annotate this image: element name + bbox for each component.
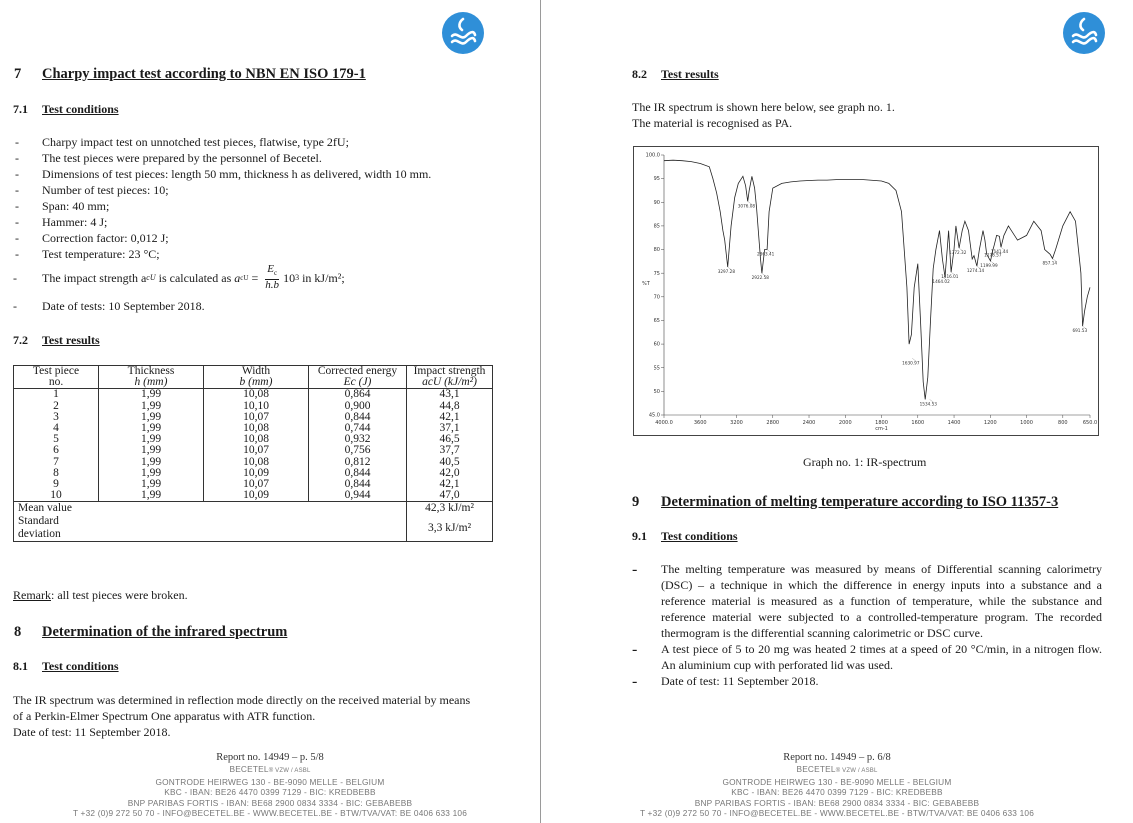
- table-cell: 0,744: [309, 423, 407, 434]
- table-cell: 1,99: [99, 457, 204, 468]
- remark-text: : all test pieces were broken.: [51, 588, 188, 602]
- list-item: - Correction factor: 0,012 J;: [13, 230, 431, 246]
- section-9-heading: [632, 494, 1059, 511]
- table-cell: 40,5: [407, 457, 493, 468]
- section-7-1-heading: [13, 102, 119, 117]
- footer-company: BECETEL® VZW / ASBL: [796, 764, 878, 774]
- section-title: Test results: [661, 67, 719, 81]
- paragraph-line: The IR spectrum is shown here below, see graph no. 1.: [632, 100, 895, 114]
- dsc-conditions-list: [632, 561, 1102, 689]
- table-cell: 47,0: [407, 490, 493, 502]
- table-cell: 37,7: [407, 445, 493, 456]
- list-item: - A test piece of 5 to 20 mg was heated 2 times at a speed of 20 °C/min, in a nitrogen flow. An aluminium cup with perforated lid was used.: [632, 641, 1102, 672]
- peak-label: 1274.14: [966, 268, 985, 274]
- table-cell: 2: [14, 401, 99, 412]
- x-tick-label: 1200: [983, 420, 997, 426]
- table-cell: 10,08: [204, 389, 309, 401]
- table-cell: 1,99: [99, 401, 204, 412]
- formula-fraction: [265, 264, 279, 291]
- peak-label: 1630.97: [902, 360, 920, 366]
- x-tick-label: 800: [1058, 420, 1068, 426]
- impact-strength-formula: - The impact strength a cU is calculated as a cU = $\frac{E_c}{h.b}$ 10 3 in kJ/m²;: [13, 263, 345, 292]
- paragraph-line: Date of test: 11 September 2018.: [13, 725, 171, 739]
- report-number: Report no. 14949 – p. 6/8: [783, 752, 891, 763]
- table-cell: 43,1: [407, 389, 493, 401]
- table-row: [14, 445, 493, 456]
- table-cell: 46,5: [407, 434, 493, 445]
- y-axis-label: %T: [642, 281, 650, 287]
- y-tick-label: 45.0: [648, 412, 660, 419]
- paragraph-line: of a Perkin-Elmer Spectrum One apparatus with ATR function.: [13, 709, 316, 723]
- section-title: Determination of the infrared spectrum: [42, 624, 288, 640]
- table-row: [14, 490, 493, 502]
- list-item: - Hammer: 4 J;: [13, 214, 431, 230]
- section-number: 7: [14, 66, 22, 82]
- peak-label: 1534.53: [919, 401, 937, 407]
- table-cell: 0,932: [309, 434, 407, 445]
- table-cell: 1: [14, 389, 99, 401]
- peak-label: 2863.41: [757, 251, 775, 257]
- remark-label: Remark: [13, 588, 51, 602]
- report-page-6: [541, 0, 1133, 823]
- section-8-heading: [14, 624, 288, 641]
- table-cell: 7: [14, 457, 99, 468]
- footer-address: GONTRODE HEIRWEG 130 - BE-9090 MELLE - BELGIUM: [722, 776, 952, 787]
- peak-label: 1372.32: [949, 250, 967, 256]
- report-number: Report no. 14949 – p. 5/8: [216, 752, 324, 763]
- formula-variable: a: [234, 270, 241, 285]
- section-title: Test conditions: [42, 659, 119, 673]
- ir-spectrum-chart: [633, 146, 1099, 436]
- table-cell: 1,99: [99, 389, 204, 401]
- peak-label: 857.14: [1042, 260, 1058, 266]
- header-impact-strength: Impact strength acU (kJ/m²): [407, 366, 493, 389]
- date-text: Date of tests: 10 September 2018.: [42, 299, 205, 313]
- list-item: - Date of test: 11 September 2018.: [632, 673, 1102, 689]
- table-cell: 5: [14, 434, 99, 445]
- table-cell: 10,07: [204, 412, 309, 423]
- section-8-1-heading: [13, 659, 119, 674]
- formula-multiplier: 10: [283, 270, 296, 285]
- table-cell: 0,844: [309, 412, 407, 423]
- table-cell: 3: [14, 412, 99, 423]
- header-width: Width b (mm): [204, 366, 309, 389]
- peak-label: 3076.08: [737, 203, 756, 209]
- table-cell: 1,99: [99, 434, 204, 445]
- section-title: Determination of melting temperature according to ISO 11357-3: [661, 494, 1059, 510]
- formula-exponent: 3: [295, 272, 300, 282]
- y-tick-label: 85: [653, 223, 660, 230]
- table-cell: 42,0: [407, 468, 493, 479]
- x-tick-label: 1800: [875, 420, 888, 426]
- peak-label: 1141.44: [990, 249, 1009, 255]
- bullet-text: A test piece of 5 to 20 mg was heated 2 times at a speed of 20 °C/min, in a nitrogen flow. An aluminium cup with perforated lid was used.: [661, 642, 1102, 672]
- formula-unit: in kJ/m²;: [299, 270, 345, 285]
- table-cell: 10,08: [204, 423, 309, 434]
- section-number: 9.1: [632, 529, 647, 543]
- formula-subscript: c: [273, 269, 278, 278]
- table-header-row: [14, 366, 493, 389]
- table-cell: 10,08: [204, 434, 309, 445]
- table-cell: 1,99: [99, 423, 204, 434]
- table-cell: 0,844: [309, 479, 407, 490]
- becetel-logo-icon: [441, 11, 485, 55]
- footer-bank-bnp: BNP PARIBAS FORTIS - IBAN: BE68 2900 0834 3334 - BIC: GEBABEBB: [694, 797, 980, 808]
- list-item: - Dimensions of test pieces: length 50 mm, thickness h as delivered, width 10 mm.: [13, 166, 431, 182]
- bullet-text: Date of test: 11 September 2018.: [661, 674, 819, 688]
- table-row: [14, 389, 493, 401]
- x-tick-label: 1000: [1020, 420, 1033, 426]
- y-tick-label: 60: [653, 341, 660, 348]
- x-axis-label: cm-1: [875, 426, 888, 432]
- y-tick-label: 65: [653, 318, 660, 325]
- table-cell: 0,944: [309, 490, 407, 502]
- x-tick-label: 3600: [693, 420, 707, 426]
- table-cell: 10,07: [204, 445, 309, 456]
- formula-text: The impact strength a: [42, 270, 147, 285]
- ir-results-intro: [632, 99, 895, 131]
- ir-spectrum-line: [664, 160, 1090, 399]
- formula-equals: =: [248, 270, 262, 285]
- section-9-1-heading: [632, 529, 738, 544]
- table-cell: 44,8: [407, 401, 493, 412]
- peak-label: 1416.01: [941, 274, 959, 280]
- peak-label: 1199.99: [980, 262, 998, 268]
- y-tick-label: 70: [653, 294, 660, 301]
- footer-bank-bnp: BNP PARIBAS FORTIS - IBAN: BE68 2900 0834 3334 - BIC: GEBABEBB: [127, 797, 413, 808]
- y-tick-label: 75: [653, 270, 660, 277]
- peak-label: 1464.02: [932, 278, 950, 284]
- y-tick-label: 90: [653, 199, 660, 206]
- x-tick-label: 4000.0: [655, 420, 673, 426]
- page-footer: [541, 751, 1133, 819]
- header-corrected-energy: Corrected energy Ec (J): [309, 366, 407, 389]
- list-item: - Test temperature: 23 °C;: [13, 246, 431, 262]
- table-cell: 1,99: [99, 445, 204, 456]
- list-item: - Number of test pieces: 10;: [13, 182, 431, 198]
- section-title: Charpy impact test according to NBN EN ISO 179-1: [42, 66, 366, 82]
- footer-address: GONTRODE HEIRWEG 130 - BE-9090 MELLE - BELGIUM: [155, 776, 385, 787]
- section-number: 7.2: [13, 333, 28, 347]
- table-cell: 6: [14, 445, 99, 456]
- table-cell: 42,1: [407, 479, 493, 490]
- peak-label: 1178.57: [984, 252, 1002, 258]
- remark-line: [13, 587, 188, 603]
- impact-results-table: [13, 365, 493, 542]
- table-cell: 0,844: [309, 468, 407, 479]
- x-tick-label: 2400: [802, 420, 816, 426]
- table-cell: 0,812: [309, 457, 407, 468]
- section-number: 8.2: [632, 67, 647, 81]
- table-cell: 10: [14, 490, 99, 502]
- section-8-2-heading: [632, 67, 719, 82]
- list-item: - Span: 40 mm;: [13, 198, 431, 214]
- footer-bank-kbc: KBC - IBAN: BE26 4470 0399 7129 - BIC: KREDBEBB: [731, 787, 943, 797]
- list-item: - The test pieces were prepared by the personnel of Becetel.: [13, 150, 431, 166]
- y-tick-label: 55: [653, 365, 660, 372]
- table-cell: 8: [14, 468, 99, 479]
- formula-numerator: E: [267, 263, 274, 275]
- ir-conditions-paragraph: [13, 692, 470, 740]
- section-number: 8: [14, 624, 22, 640]
- graph-caption: Graph no. 1: IR-spectrum: [803, 455, 927, 469]
- table-cell: 10,09: [204, 490, 309, 502]
- paragraph-line: The IR spectrum was determined in reflection mode directly on the received material by means: [13, 693, 471, 707]
- x-tick-label: 3200: [730, 420, 743, 426]
- report-page-5: [0, 0, 540, 823]
- x-tick-label: 650.0: [1082, 420, 1098, 426]
- footer-bank-kbc: KBC - IBAN: BE26 4470 0399 7129 - BIC: KREDBEBB: [164, 787, 376, 797]
- header-thickness: Thickness h (mm): [99, 366, 204, 389]
- mean-row: [14, 502, 493, 516]
- sd-value: 3,3 kJ/m²: [407, 515, 493, 542]
- peak-label: 2922.58: [751, 275, 769, 281]
- formula-denominator: h.b: [265, 279, 280, 292]
- formula-text: is calculated as: [155, 270, 235, 285]
- paragraph-line: The material is recognised as PA.: [632, 116, 793, 130]
- peak-label: 3297.28: [717, 269, 736, 275]
- table-cell: 1,99: [99, 468, 204, 479]
- table-cell: 1,99: [99, 412, 204, 423]
- footer-contact: T +32 (0)9 272 50 70 - INFO@BECETEL.BE - WWW.BECETEL.BE - BTW/TVA/VAT: BE 0406 633 106: [72, 808, 468, 818]
- x-tick-label: 2800: [766, 420, 780, 426]
- section-title: Test conditions: [661, 529, 738, 543]
- formula-subscript: cU: [146, 272, 156, 282]
- table-cell: 0,900: [309, 401, 407, 412]
- date-of-tests: - Date of tests: 10 September 2018.: [13, 299, 205, 313]
- header-test-piece: Test piece no.: [14, 366, 99, 389]
- section-7-heading: [14, 66, 366, 83]
- table-cell: 10,09: [204, 468, 309, 479]
- bullet-text: The melting temperature was measured by means of Differential scanning calorimetry (DSC) – a technique in which the difference in energy inputs into a substance and a reference material is measured as a function of temperature, while the substance and reference material were subjected to a controlled-temperature program. The recorded thermogram is the differential scanning calorimetric or DSC curve.: [661, 562, 1102, 640]
- list-item: - Charpy impact test on unnotched test pieces, flatwise, type 2fU;: [13, 134, 431, 150]
- table-cell: 10,07: [204, 479, 309, 490]
- table-cell: 0,864: [309, 389, 407, 401]
- table-cell: 42,1: [407, 412, 493, 423]
- table-cell: 4: [14, 423, 99, 434]
- table-cell: 1,99: [99, 490, 204, 502]
- table-cell: 0,756: [309, 445, 407, 456]
- mean-label: Mean value: [14, 502, 99, 516]
- section-number: 8.1: [13, 659, 28, 673]
- sd-row: [14, 515, 493, 542]
- footer-contact: T +32 (0)9 272 50 70 - INFO@BECETEL.BE - WWW.BECETEL.BE - BTW/TVA/VAT: BE 0406 633 106: [639, 808, 1035, 818]
- section-7-2-heading: [13, 333, 100, 348]
- x-tick-label: 2000: [838, 420, 852, 426]
- section-title: Test results: [42, 333, 100, 347]
- y-tick-label: 80: [653, 247, 660, 254]
- y-tick-label: 50: [653, 388, 660, 395]
- x-tick-label: 1600: [911, 420, 925, 426]
- ir-spectrum-svg: [634, 147, 1098, 435]
- y-tick-label: 95: [653, 176, 660, 183]
- peak-label: 691.53: [1072, 328, 1088, 334]
- sd-label: Standard deviation: [14, 515, 99, 542]
- formula-subscript: cU: [240, 273, 249, 282]
- becetel-logo-icon: [1062, 11, 1106, 55]
- table-cell: 9: [14, 479, 99, 490]
- x-tick-label: 1400: [947, 420, 961, 426]
- section-number: 7.1: [13, 102, 28, 116]
- section-title: Test conditions: [42, 102, 119, 116]
- table-cell: 37,1: [407, 423, 493, 434]
- table-cell: 10,08: [204, 457, 309, 468]
- mean-value: 42,3 kJ/m²: [407, 502, 493, 516]
- table-cell: 1,99: [99, 479, 204, 490]
- page-footer: [0, 751, 540, 819]
- test-conditions-list: [13, 134, 431, 262]
- footer-company: BECETEL® VZW / ASBL: [229, 764, 311, 774]
- list-item: - The melting temperature was measured by means of Differential scanning calorimetry (DSC) – a technique in which the difference in energy inputs into a substance and a reference material is measured as a function of temperature, while the substance and reference material were subjected to a controlled-temperature program. The recorded thermogram is the differential scanning calorimetric or DSC curve.: [632, 561, 1102, 640]
- section-number: 9: [632, 494, 640, 510]
- table-cell: 10,10: [204, 401, 309, 412]
- y-tick-label: 100.0: [645, 152, 660, 159]
